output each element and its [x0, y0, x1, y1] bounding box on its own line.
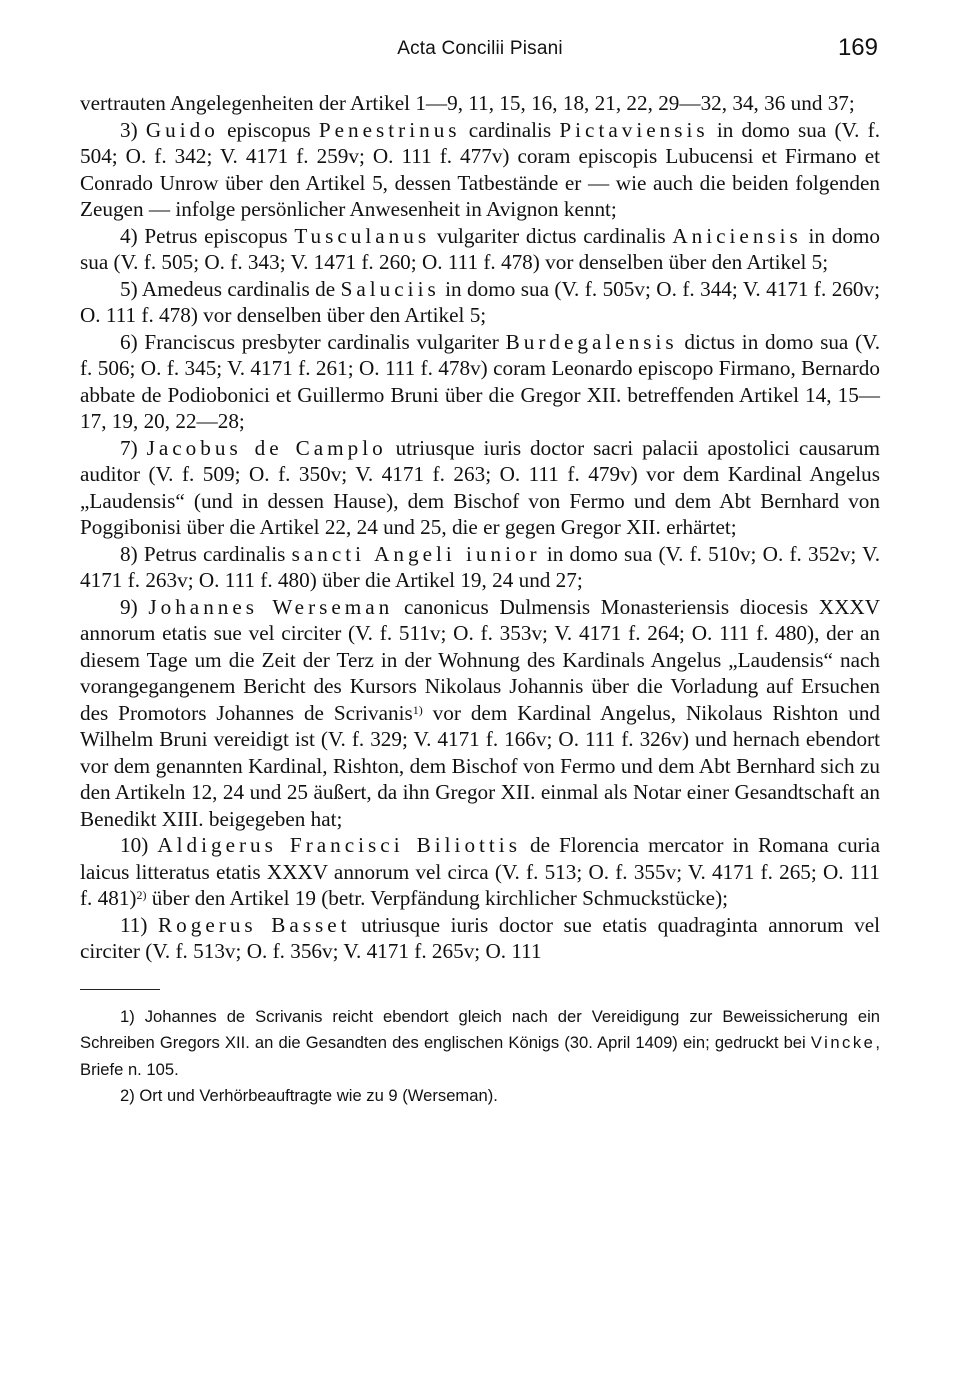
spaced-name: Pictaviensis	[559, 117, 709, 142]
spaced-name: sancti Angeli iunior	[291, 541, 541, 566]
text: 6) Franciscus presbyter cardinalis vulgariter	[120, 329, 506, 354]
text: 5) Amedeus cardinalis de	[120, 276, 341, 301]
text: 9)	[120, 594, 149, 619]
text: de Florencia mercator in Romana curia laicus litteratus etatis XXXV annorum vel circa (V. f. 513; O. f. 355v; V. 4171 f. 265; O. 111 f. 481)	[80, 833, 881, 910]
spaced-name: Aniciensis	[672, 223, 802, 248]
spaced-name: Aldigerus Francisci Biliottis	[157, 833, 521, 857]
page-number: 169	[837, 34, 878, 61]
footnotes	[80, 1004, 880, 1110]
footnote-1	[80, 1004, 880, 1084]
spaced-name: Johannes Werseman	[148, 594, 394, 619]
text: 10)	[120, 833, 158, 857]
witness-entry-11	[80, 912, 880, 965]
witness-entry-6	[80, 329, 880, 435]
spaced-name: Burdegalensis	[505, 329, 678, 354]
text: 7)	[120, 435, 147, 460]
footnote-marker: 1)	[412, 702, 423, 717]
paragraph-continuation	[80, 90, 880, 117]
text: 3)	[120, 117, 146, 142]
text: in domo sua (V. f. 510v; O. f. 352v; V. 4171 f. 263v; O. 111 f. 480) über die Artikel 19, 24 und 27;	[80, 541, 880, 592]
witness-entry-4	[80, 223, 880, 276]
text: in domo sua (V. f. 504; O. f. 342; V. 4171 f. 259v; O. 111 f. 477v) coram episcopis Lubucensi et Firmano et Conrado Unrow über den Artikel 5, dessen Tatbestände er — wie auch die beiden folgenden Zeugen — infolge persönlicher Anwesenheit in Avignon kennt;	[80, 117, 880, 221]
text: vor dem Kardinal Angelus, Nikolaus Rishton und Wilhelm Bruni vereidigt ist (V. f. 329; V. 4171 f. 166v; O. 111 f. 326v) und hernach ebendort vor dem genannten Kardinal, Rishton, dem Bischof von Fermo und dem Abt Bernhard sich zu den Artikeln 12, 24 und 25 äußert, da ihn Gregor XII. einmal als Notar einer Gesandtschaft an Benedikt XIII. beigegeben hat;	[80, 700, 881, 831]
text: 4) Petrus episcopus	[120, 223, 295, 248]
text: vulgariter dictus cardinalis	[430, 223, 673, 248]
footnote-divider	[80, 989, 160, 990]
text: in domo sua (V. f. 505v; O. f. 344; V. 4171 f. 260v; O. 111 f. 478) vor denselben über den Artikel 5;	[80, 276, 880, 327]
main-text	[80, 90, 880, 965]
text: über den Artikel 19 (betr. Verpfändung kirchlicher Schmuckstücke);	[146, 886, 729, 910]
text: canonicus Dulmensis Monasteriensis diocesis XXXV annorum etatis sue vel circiter (V. f. 511v; O. f. 353v; V. 4171 f. 264; O. 111 f. 480), der an diesem Tage um die Zeit der Terz in der Wohnung des Kardinals Angelus „Laudensis“ nach vorangegangenem Bericht des Kursors Nikolaus Johannis über die Vorladung auf Ersuchen des Promotors Johannes de Scrivanis	[80, 594, 880, 725]
text: cardinalis	[460, 117, 560, 142]
spaced-name: Penestrinus	[318, 117, 461, 142]
spaced-name: Guido	[145, 117, 219, 142]
text: episcopus	[218, 117, 319, 142]
text: dictus in domo sua (V. f. 506; O. f. 345; V. 4171 f. 261; O. 111 f. 478v) coram Leonardo episcopo Firmano, Bernardo abbate de Podiobonici et Guillermo Bruni über die Gregor XII. betreffenden Artikel 14, 15—17, 19, 20, 22—28;	[80, 329, 880, 433]
text: utriusque iuris doctor sue etatis quadraginta annorum vel circiter (V. f. 513v; O. f. 356v; V. 4171 f. 265v; O. 111	[80, 912, 880, 963]
witness-entry-10	[80, 832, 880, 912]
text: in domo sua (V. f. 505; O. f. 343; V. 1471 f. 260; O. 111 f. 478) vor denselben über den Artikel 5;	[80, 223, 880, 274]
footnote-2	[80, 1083, 880, 1110]
text: 2) Ort und Verhörbeauftragte wie zu 9 (Werseman).	[120, 1086, 498, 1105]
page	[80, 30, 880, 1110]
text: , Briefe n. 105.	[80, 1033, 880, 1079]
witness-entry-7	[80, 435, 880, 541]
witness-entry-8	[80, 541, 880, 594]
witness-entry-3	[80, 117, 880, 223]
spaced-name: Vincke	[810, 1033, 876, 1052]
witness-entry-9	[80, 594, 880, 833]
spaced-name: Rogerus Basset	[158, 912, 351, 937]
running-title: Acta Concilii Pisani	[397, 38, 563, 59]
text: vertrauten Angelegenheiten der Artikel 1—9, 11, 15, 16, 18, 21, 22, 29—32, 34, 36 und 37;	[80, 91, 855, 115]
spaced-name: Saluciis	[340, 276, 440, 301]
witness-entry-5	[80, 276, 880, 329]
text: 11)	[120, 912, 159, 937]
text: 8) Petrus cardinalis	[120, 541, 292, 566]
footnote-marker: 2)	[136, 888, 147, 902]
spaced-name: Jacobus de Camplo	[146, 435, 387, 460]
spaced-name: Tusculanus	[294, 223, 431, 248]
text: utriusque iuris doctor sacri palacii apostolici causarum auditor (V. f. 509; O. f. 350v; V. 4171 f. 263; O. 111 f. 479v) vor dem Kardinal Angelus „Laudensis“ (und in dessen Hause), dem Bischof von Fermo und dem Abt Bernhard von Poggibonisi über die Artikel 22, 24 und 25, die er gegen Gregor XII. erhärtet;	[80, 435, 881, 539]
running-head	[80, 30, 880, 70]
text: 1) Johannes de Scrivanis reicht ebendort gleich nach der Vereidigung zur Beweissicherung ein Schreiben Gregors XII. an die Gesandten des englischen Königs (30. April 1409) ein; gedruckt bei	[80, 1006, 880, 1052]
